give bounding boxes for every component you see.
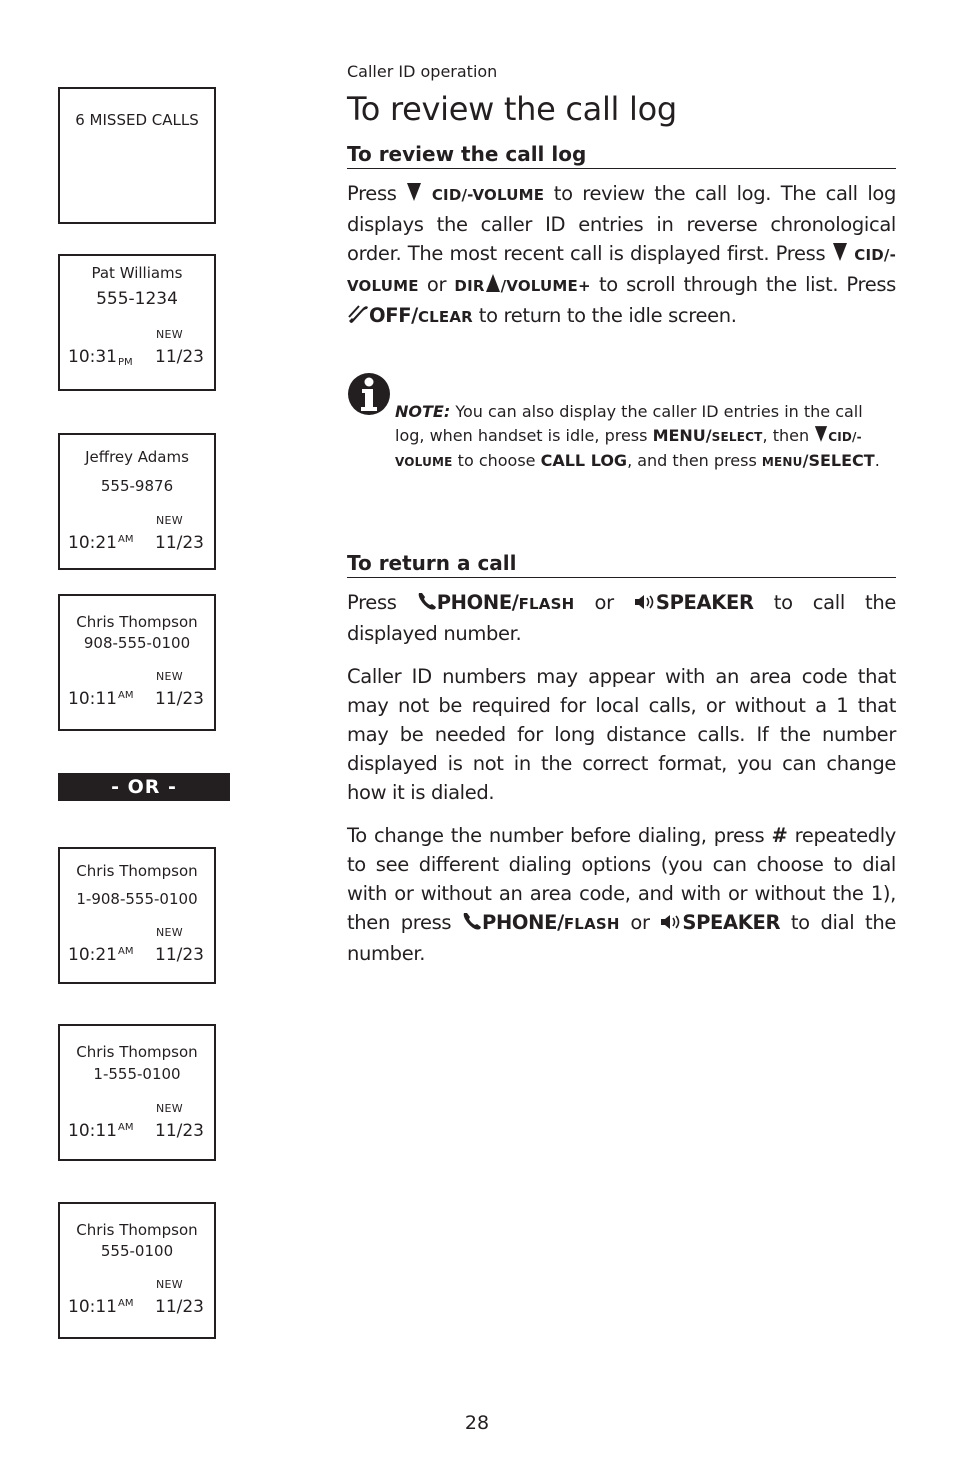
- ampm: AM: [118, 1298, 134, 1309]
- text: .: [874, 451, 880, 470]
- ampm: AM: [118, 946, 134, 957]
- cid-volume-key: CID/-VOLUME: [395, 430, 862, 469]
- or-divider: - OR -: [58, 773, 230, 801]
- phone-handset-icon: [417, 591, 437, 611]
- call-time: [68, 1121, 133, 1141]
- call-time: [68, 1297, 133, 1317]
- up-triangle-icon: [485, 273, 501, 293]
- call-date: 11/23: [155, 945, 204, 965]
- new-tag: NEW: [156, 1102, 183, 1115]
- ampm: AM: [118, 690, 134, 701]
- call-date: 11/23: [155, 1121, 204, 1141]
- call-log-key: CALL LOG: [540, 451, 628, 470]
- section-label: Caller ID operation: [347, 62, 498, 81]
- text: to dial the number.: [347, 911, 896, 965]
- time-value: 10:11: [68, 1121, 117, 1141]
- text: or: [574, 591, 634, 614]
- text: , then: [762, 426, 815, 445]
- speaker-key: SPEAKER: [682, 911, 781, 934]
- off-handset-icon: [347, 304, 369, 324]
- text: or: [418, 273, 455, 296]
- caller-name: Jeffrey Adams: [85, 448, 189, 466]
- time-value: 10:11: [68, 689, 117, 709]
- new-tag: NEW: [156, 926, 183, 939]
- caller-number: 555-9876: [100, 477, 174, 495]
- info-icon: [347, 372, 391, 416]
- speaker-icon: [660, 913, 682, 931]
- call-time: [68, 347, 133, 368]
- clear-key: CLEAR: [417, 308, 473, 326]
- return-call-section: [347, 551, 896, 968]
- call-date: 11/23: [155, 1297, 204, 1317]
- phone-handset-icon: [462, 911, 482, 931]
- flash-key: FLASH: [518, 595, 575, 613]
- call-time: [68, 689, 133, 709]
- text: repeatedly to see different dialing options (you can choose to dial with or without an area code, and with or without the 1), then press: [347, 824, 896, 934]
- text: to scroll through the list. Press: [590, 273, 896, 296]
- screen-chris-thompson-2: [58, 847, 216, 984]
- caller-number: 1-555-0100: [93, 1065, 181, 1083]
- menu-key: MENU: [761, 455, 803, 469]
- time-value: 10:21: [68, 945, 117, 965]
- down-triangle-icon: [814, 425, 828, 443]
- return-call-heading: To return a call: [347, 551, 896, 578]
- flash-key: FLASH: [563, 915, 620, 933]
- caller-name: Chris Thompson: [76, 613, 198, 631]
- page-number: 28: [464, 1412, 490, 1434]
- text: to return to the idle screen.: [472, 304, 737, 327]
- time-value: 10:11: [68, 1297, 117, 1317]
- new-tag: NEW: [156, 1278, 183, 1291]
- down-triangle-icon: [832, 242, 848, 262]
- text: or: [619, 911, 661, 934]
- select-key: /SELECT: [802, 451, 875, 470]
- ampm: AM: [118, 534, 134, 545]
- page-title: To review the call log: [347, 90, 677, 128]
- new-tag: NEW: [156, 670, 183, 683]
- text: Press: [347, 182, 407, 205]
- text: , and then press: [627, 451, 762, 470]
- phone-key: PHONE/: [436, 591, 519, 614]
- call-time: [68, 945, 133, 965]
- review-heading: To review the call log: [347, 142, 896, 169]
- caller-name: Pat Williams: [91, 264, 183, 282]
- text: Press: [347, 591, 417, 614]
- caller-number: 555-1234: [96, 289, 178, 309]
- text: to choose: [452, 451, 541, 470]
- select-key: SELECT: [711, 430, 763, 444]
- hash-key: #: [771, 824, 788, 847]
- return-call-paragraph: [347, 588, 896, 648]
- text: You can also display the caller ID entries in the call log, when handset is idle, press: [395, 402, 863, 445]
- review-paragraph: [347, 179, 896, 332]
- call-date: 11/23: [155, 347, 204, 367]
- new-tag: NEW: [156, 514, 183, 527]
- area-code-paragraph: Caller ID numbers may appear with an area code that may not be required for local calls, or without a 1 that may be needed for long distance calls. If the number displayed is not in the correct format, you can change how it is dialed.: [347, 665, 896, 804]
- off-key: OFF/: [369, 304, 418, 327]
- time-value: 10:31: [68, 347, 117, 367]
- text: To change the number before dialing, press: [347, 824, 772, 847]
- missed-calls-text: 6 MISSED CALLS: [75, 111, 199, 129]
- down-triangle-icon: [406, 182, 422, 202]
- call-date: 11/23: [155, 689, 204, 709]
- review-section: [347, 142, 896, 332]
- ampm: AM: [118, 1122, 134, 1133]
- note-paragraph: [395, 400, 895, 474]
- screen-chris-thompson-1: [58, 594, 216, 731]
- phone-key: PHONE/: [482, 911, 564, 934]
- cid-volume-key: CID/-VOLUME: [431, 186, 545, 204]
- call-time: [68, 533, 133, 553]
- speaker-icon: [634, 593, 656, 611]
- time-value: 10:21: [68, 533, 117, 553]
- caller-number: 555-0100: [100, 1242, 174, 1260]
- text: to review the call log. The call log displays the caller ID entries in reverse chronological order. The most recent call is displayed first. Press: [347, 182, 896, 265]
- screen-jeffrey-adams: [58, 433, 216, 570]
- caller-name: Chris Thompson: [76, 1043, 198, 1061]
- cid-volume-key: CID/-VOLUME: [347, 246, 896, 295]
- ampm: PM: [118, 357, 133, 368]
- screen-chris-thompson-3: [58, 1024, 216, 1161]
- text: to call the displayed number.: [347, 591, 896, 645]
- call-date: 11/23: [155, 533, 204, 553]
- note-label: NOTE:: [395, 402, 451, 421]
- new-tag: NEW: [156, 328, 183, 341]
- screen-pat-williams: [58, 254, 216, 391]
- caller-number: 908-555-0100: [83, 634, 191, 652]
- screen-chris-thompson-4: [58, 1202, 216, 1339]
- caller-name: Chris Thompson: [76, 862, 198, 880]
- caller-name: Chris Thompson: [76, 1221, 198, 1239]
- menu-key: MENU/: [652, 426, 712, 445]
- dir-key: DIR: [454, 277, 485, 295]
- volume-plus-key: /VOLUME+: [500, 277, 591, 295]
- screen-missed-calls: [58, 87, 216, 224]
- caller-number: 1-908-555-0100: [76, 890, 198, 908]
- change-number-paragraph: [347, 821, 896, 968]
- speaker-key: SPEAKER: [655, 591, 754, 614]
